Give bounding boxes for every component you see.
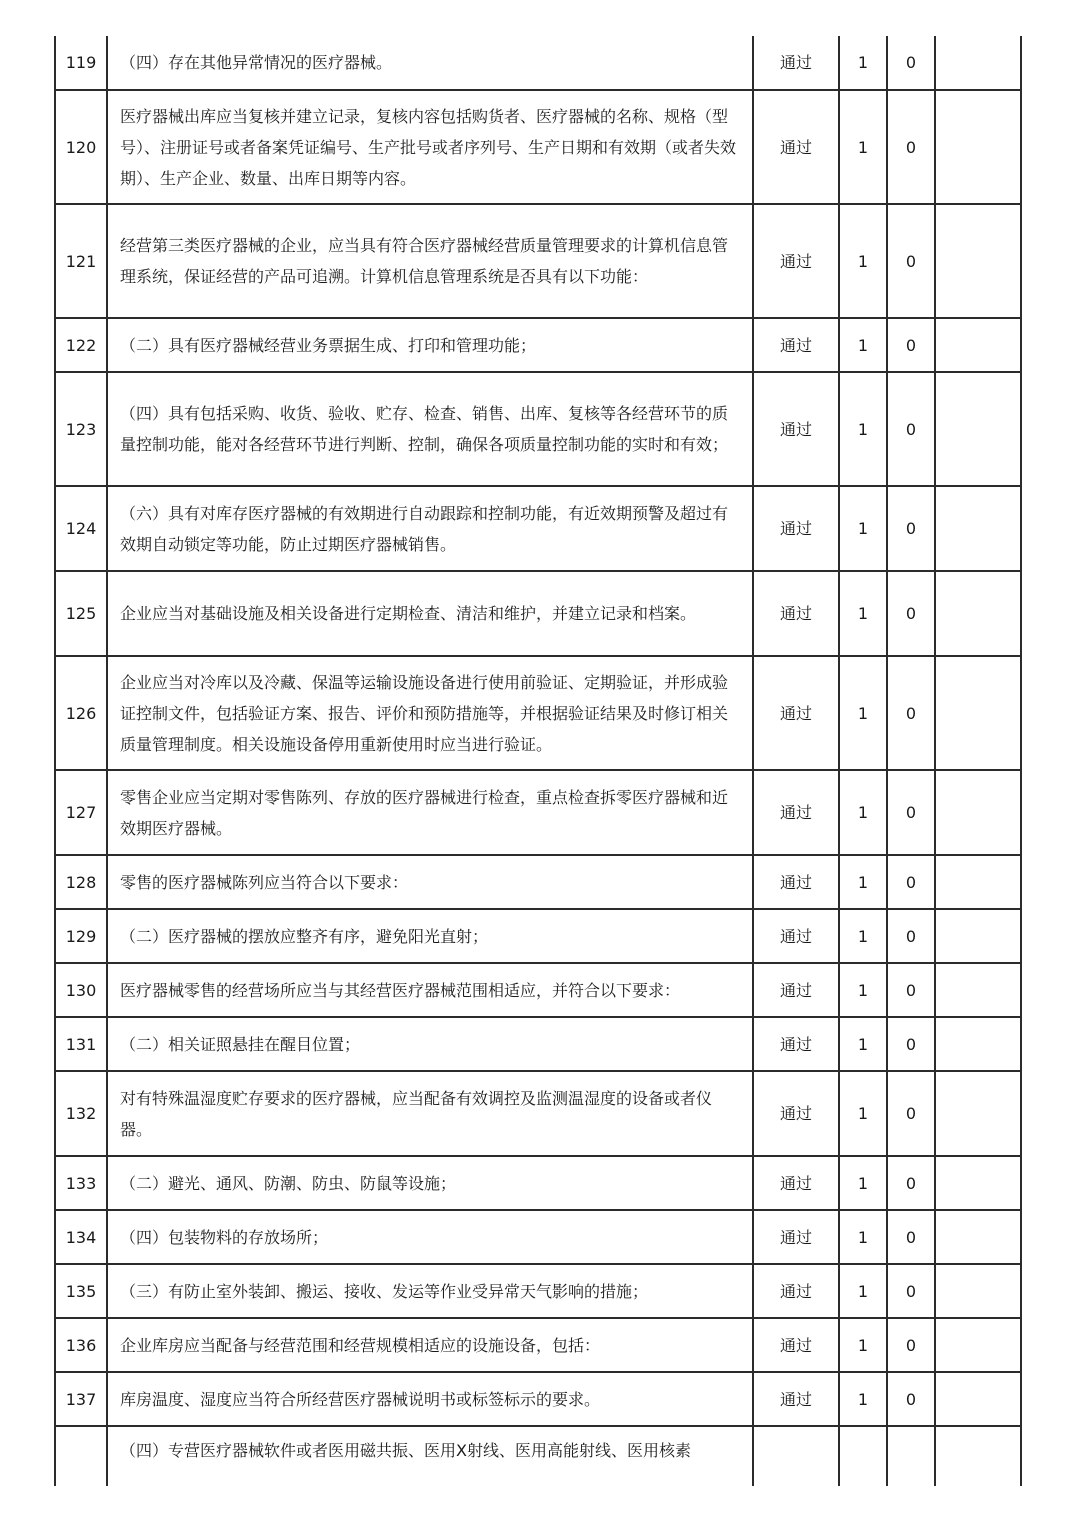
row-score: 1 — [839, 770, 887, 855]
row-result: 通过 — [753, 318, 839, 372]
table-row — [55, 1264, 1021, 1318]
row-deduction — [887, 1426, 935, 1486]
row-remark — [935, 909, 1021, 963]
row-number: 128 — [55, 855, 107, 909]
table-row — [55, 909, 1021, 963]
row-deduction: 0 — [887, 486, 935, 571]
row-remark — [935, 1210, 1021, 1264]
row-remark — [935, 1372, 1021, 1426]
table-body — [55, 36, 1021, 1486]
table-row — [55, 656, 1021, 770]
row-remark — [935, 963, 1021, 1017]
row-number: 124 — [55, 486, 107, 571]
row-content: 医疗器械零售的经营场所应当与其经营医疗器械范围相适应，并符合以下要求： — [107, 963, 753, 1017]
row-content: 零售的医疗器械陈列应当符合以下要求： — [107, 855, 753, 909]
row-content: （四）具有包括采购、收货、验收、贮存、检查、销售、出库、复核等各经营环节的质量控制功能，能对各经营环节进行判断、控制，确保各项质量控制功能的实时和有效； — [107, 372, 753, 486]
row-result: 通过 — [753, 372, 839, 486]
table-row — [55, 486, 1021, 571]
row-remark — [935, 204, 1021, 318]
row-score: 1 — [839, 1264, 887, 1318]
table-row — [55, 770, 1021, 855]
row-deduction: 0 — [887, 318, 935, 372]
row-deduction: 0 — [887, 36, 935, 90]
table-row — [55, 571, 1021, 656]
row-content: （四）存在其他异常情况的医疗器械。 — [107, 36, 753, 90]
row-number: 119 — [55, 36, 107, 90]
table-row — [55, 1156, 1021, 1210]
row-number: 131 — [55, 1017, 107, 1071]
row-result: 通过 — [753, 855, 839, 909]
row-remark — [935, 571, 1021, 656]
row-result: 通过 — [753, 1210, 839, 1264]
row-number: 137 — [55, 1372, 107, 1426]
row-number: 125 — [55, 571, 107, 656]
row-content: （二）具有医疗器械经营业务票据生成、打印和管理功能； — [107, 318, 753, 372]
row-result — [753, 1426, 839, 1486]
table-row — [55, 1071, 1021, 1156]
table-row — [55, 1318, 1021, 1372]
row-result: 通过 — [753, 486, 839, 571]
row-score: 1 — [839, 1071, 887, 1156]
row-deduction: 0 — [887, 1264, 935, 1318]
row-deduction: 0 — [887, 1318, 935, 1372]
row-deduction: 0 — [887, 770, 935, 855]
row-score: 1 — [839, 1372, 887, 1426]
row-number: 132 — [55, 1071, 107, 1156]
row-content: 企业应当对冷库以及冷藏、保温等运输设施设备进行使用前验证、定期验证，并形成验证控制文件，包括验证方案、报告、评价和预防措施等，并根据验证结果及时修订相关质量管理制度。相关设施设备停用重新使用时应当进行验证。 — [107, 656, 753, 770]
row-remark — [935, 1071, 1021, 1156]
row-number: 135 — [55, 1264, 107, 1318]
row-remark — [935, 1156, 1021, 1210]
row-remark — [935, 36, 1021, 90]
row-content: （二）避光、通风、防潮、防虫、防鼠等设施； — [107, 1156, 753, 1210]
row-score: 1 — [839, 909, 887, 963]
table-row — [55, 204, 1021, 318]
row-score: 1 — [839, 1156, 887, 1210]
table-row — [55, 318, 1021, 372]
row-number: 134 — [55, 1210, 107, 1264]
row-result: 通过 — [753, 571, 839, 656]
row-score: 1 — [839, 1318, 887, 1372]
table-row — [55, 36, 1021, 90]
row-number: 133 — [55, 1156, 107, 1210]
row-score: 1 — [839, 855, 887, 909]
table-row — [55, 855, 1021, 909]
row-result: 通过 — [753, 90, 839, 204]
row-content: （二）相关证照悬挂在醒目位置； — [107, 1017, 753, 1071]
row-score — [839, 1426, 887, 1486]
row-remark — [935, 1017, 1021, 1071]
row-content: 医疗器械出库应当复核并建立记录，复核内容包括购货者、医疗器械的名称、规格（型号）、注册证号或者备案凭证编号、生产批号或者序列号、生产日期和有效期（或者失效期）、生产企业、数量、出库日期等内容。 — [107, 90, 753, 204]
row-result: 通过 — [753, 1372, 839, 1426]
row-score: 1 — [839, 204, 887, 318]
row-deduction: 0 — [887, 204, 935, 318]
row-content: 对有特殊温湿度贮存要求的医疗器械，应当配备有效调控及监测温湿度的设备或者仪器。 — [107, 1071, 753, 1156]
row-deduction: 0 — [887, 571, 935, 656]
row-content: （四）专营医疗器械软件或者医用磁共振、医用X射线、医用高能射线、医用核素 — [107, 1426, 753, 1486]
row-remark — [935, 1264, 1021, 1318]
row-deduction: 0 — [887, 372, 935, 486]
row-score: 1 — [839, 1017, 887, 1071]
row-score: 1 — [839, 1210, 887, 1264]
row-number: 130 — [55, 963, 107, 1017]
row-result: 通过 — [753, 656, 839, 770]
row-number: 120 — [55, 90, 107, 204]
row-remark — [935, 372, 1021, 486]
row-deduction: 0 — [887, 1210, 935, 1264]
inspection-table — [54, 36, 1022, 1486]
row-remark — [935, 656, 1021, 770]
row-result: 通过 — [753, 1156, 839, 1210]
row-score: 1 — [839, 571, 887, 656]
row-deduction: 0 — [887, 963, 935, 1017]
row-number: 129 — [55, 909, 107, 963]
row-result: 通过 — [753, 1264, 839, 1318]
row-number: 123 — [55, 372, 107, 486]
row-score: 1 — [839, 656, 887, 770]
table-row — [55, 372, 1021, 486]
row-remark — [935, 770, 1021, 855]
row-remark — [935, 855, 1021, 909]
table-row — [55, 1426, 1021, 1486]
row-remark — [935, 1318, 1021, 1372]
row-number — [55, 1426, 107, 1486]
row-score: 1 — [839, 963, 887, 1017]
row-deduction: 0 — [887, 90, 935, 204]
row-content: 库房温度、湿度应当符合所经营医疗器械说明书或标签标示的要求。 — [107, 1372, 753, 1426]
table-row — [55, 1372, 1021, 1426]
row-result: 通过 — [753, 204, 839, 318]
row-deduction: 0 — [887, 855, 935, 909]
row-remark — [935, 1426, 1021, 1486]
row-deduction: 0 — [887, 909, 935, 963]
row-remark — [935, 486, 1021, 571]
row-result: 通过 — [753, 1017, 839, 1071]
row-result: 通过 — [753, 1071, 839, 1156]
table-row — [55, 963, 1021, 1017]
row-deduction: 0 — [887, 1017, 935, 1071]
row-number: 136 — [55, 1318, 107, 1372]
table-row — [55, 1210, 1021, 1264]
row-result: 通过 — [753, 1318, 839, 1372]
row-deduction: 0 — [887, 1071, 935, 1156]
row-content: （六）具有对库存医疗器械的有效期进行自动跟踪和控制功能，有近效期预警及超过有效期自动锁定等功能，防止过期医疗器械销售。 — [107, 486, 753, 571]
row-content: 零售企业应当定期对零售陈列、存放的医疗器械进行检查，重点检查拆零医疗器械和近效期医疗器械。 — [107, 770, 753, 855]
row-content: （三）有防止室外装卸、搬运、接收、发运等作业受异常天气影响的措施； — [107, 1264, 753, 1318]
row-result: 通过 — [753, 963, 839, 1017]
row-result: 通过 — [753, 770, 839, 855]
row-number: 121 — [55, 204, 107, 318]
row-content: 企业库房应当配备与经营范围和经营规模相适应的设施设备，包括： — [107, 1318, 753, 1372]
row-number: 127 — [55, 770, 107, 855]
row-deduction: 0 — [887, 656, 935, 770]
row-content: （四）包装物料的存放场所； — [107, 1210, 753, 1264]
table-row — [55, 1017, 1021, 1071]
row-number: 122 — [55, 318, 107, 372]
row-deduction: 0 — [887, 1156, 935, 1210]
row-result: 通过 — [753, 909, 839, 963]
row-content: （二）医疗器械的摆放应整齐有序，避免阳光直射； — [107, 909, 753, 963]
row-deduction: 0 — [887, 1372, 935, 1426]
row-content: 经营第三类医疗器械的企业，应当具有符合医疗器械经营质量管理要求的计算机信息管理系统，保证经营的产品可追溯。计算机信息管理系统是否具有以下功能： — [107, 204, 753, 318]
row-score: 1 — [839, 36, 887, 90]
row-score: 1 — [839, 372, 887, 486]
row-content: 企业应当对基础设施及相关设备进行定期检查、清洁和维护，并建立记录和档案。 — [107, 571, 753, 656]
row-result: 通过 — [753, 36, 839, 90]
row-score: 1 — [839, 90, 887, 204]
row-remark — [935, 318, 1021, 372]
row-number: 126 — [55, 656, 107, 770]
table-row — [55, 90, 1021, 204]
row-remark — [935, 90, 1021, 204]
row-score: 1 — [839, 486, 887, 571]
row-score: 1 — [839, 318, 887, 372]
